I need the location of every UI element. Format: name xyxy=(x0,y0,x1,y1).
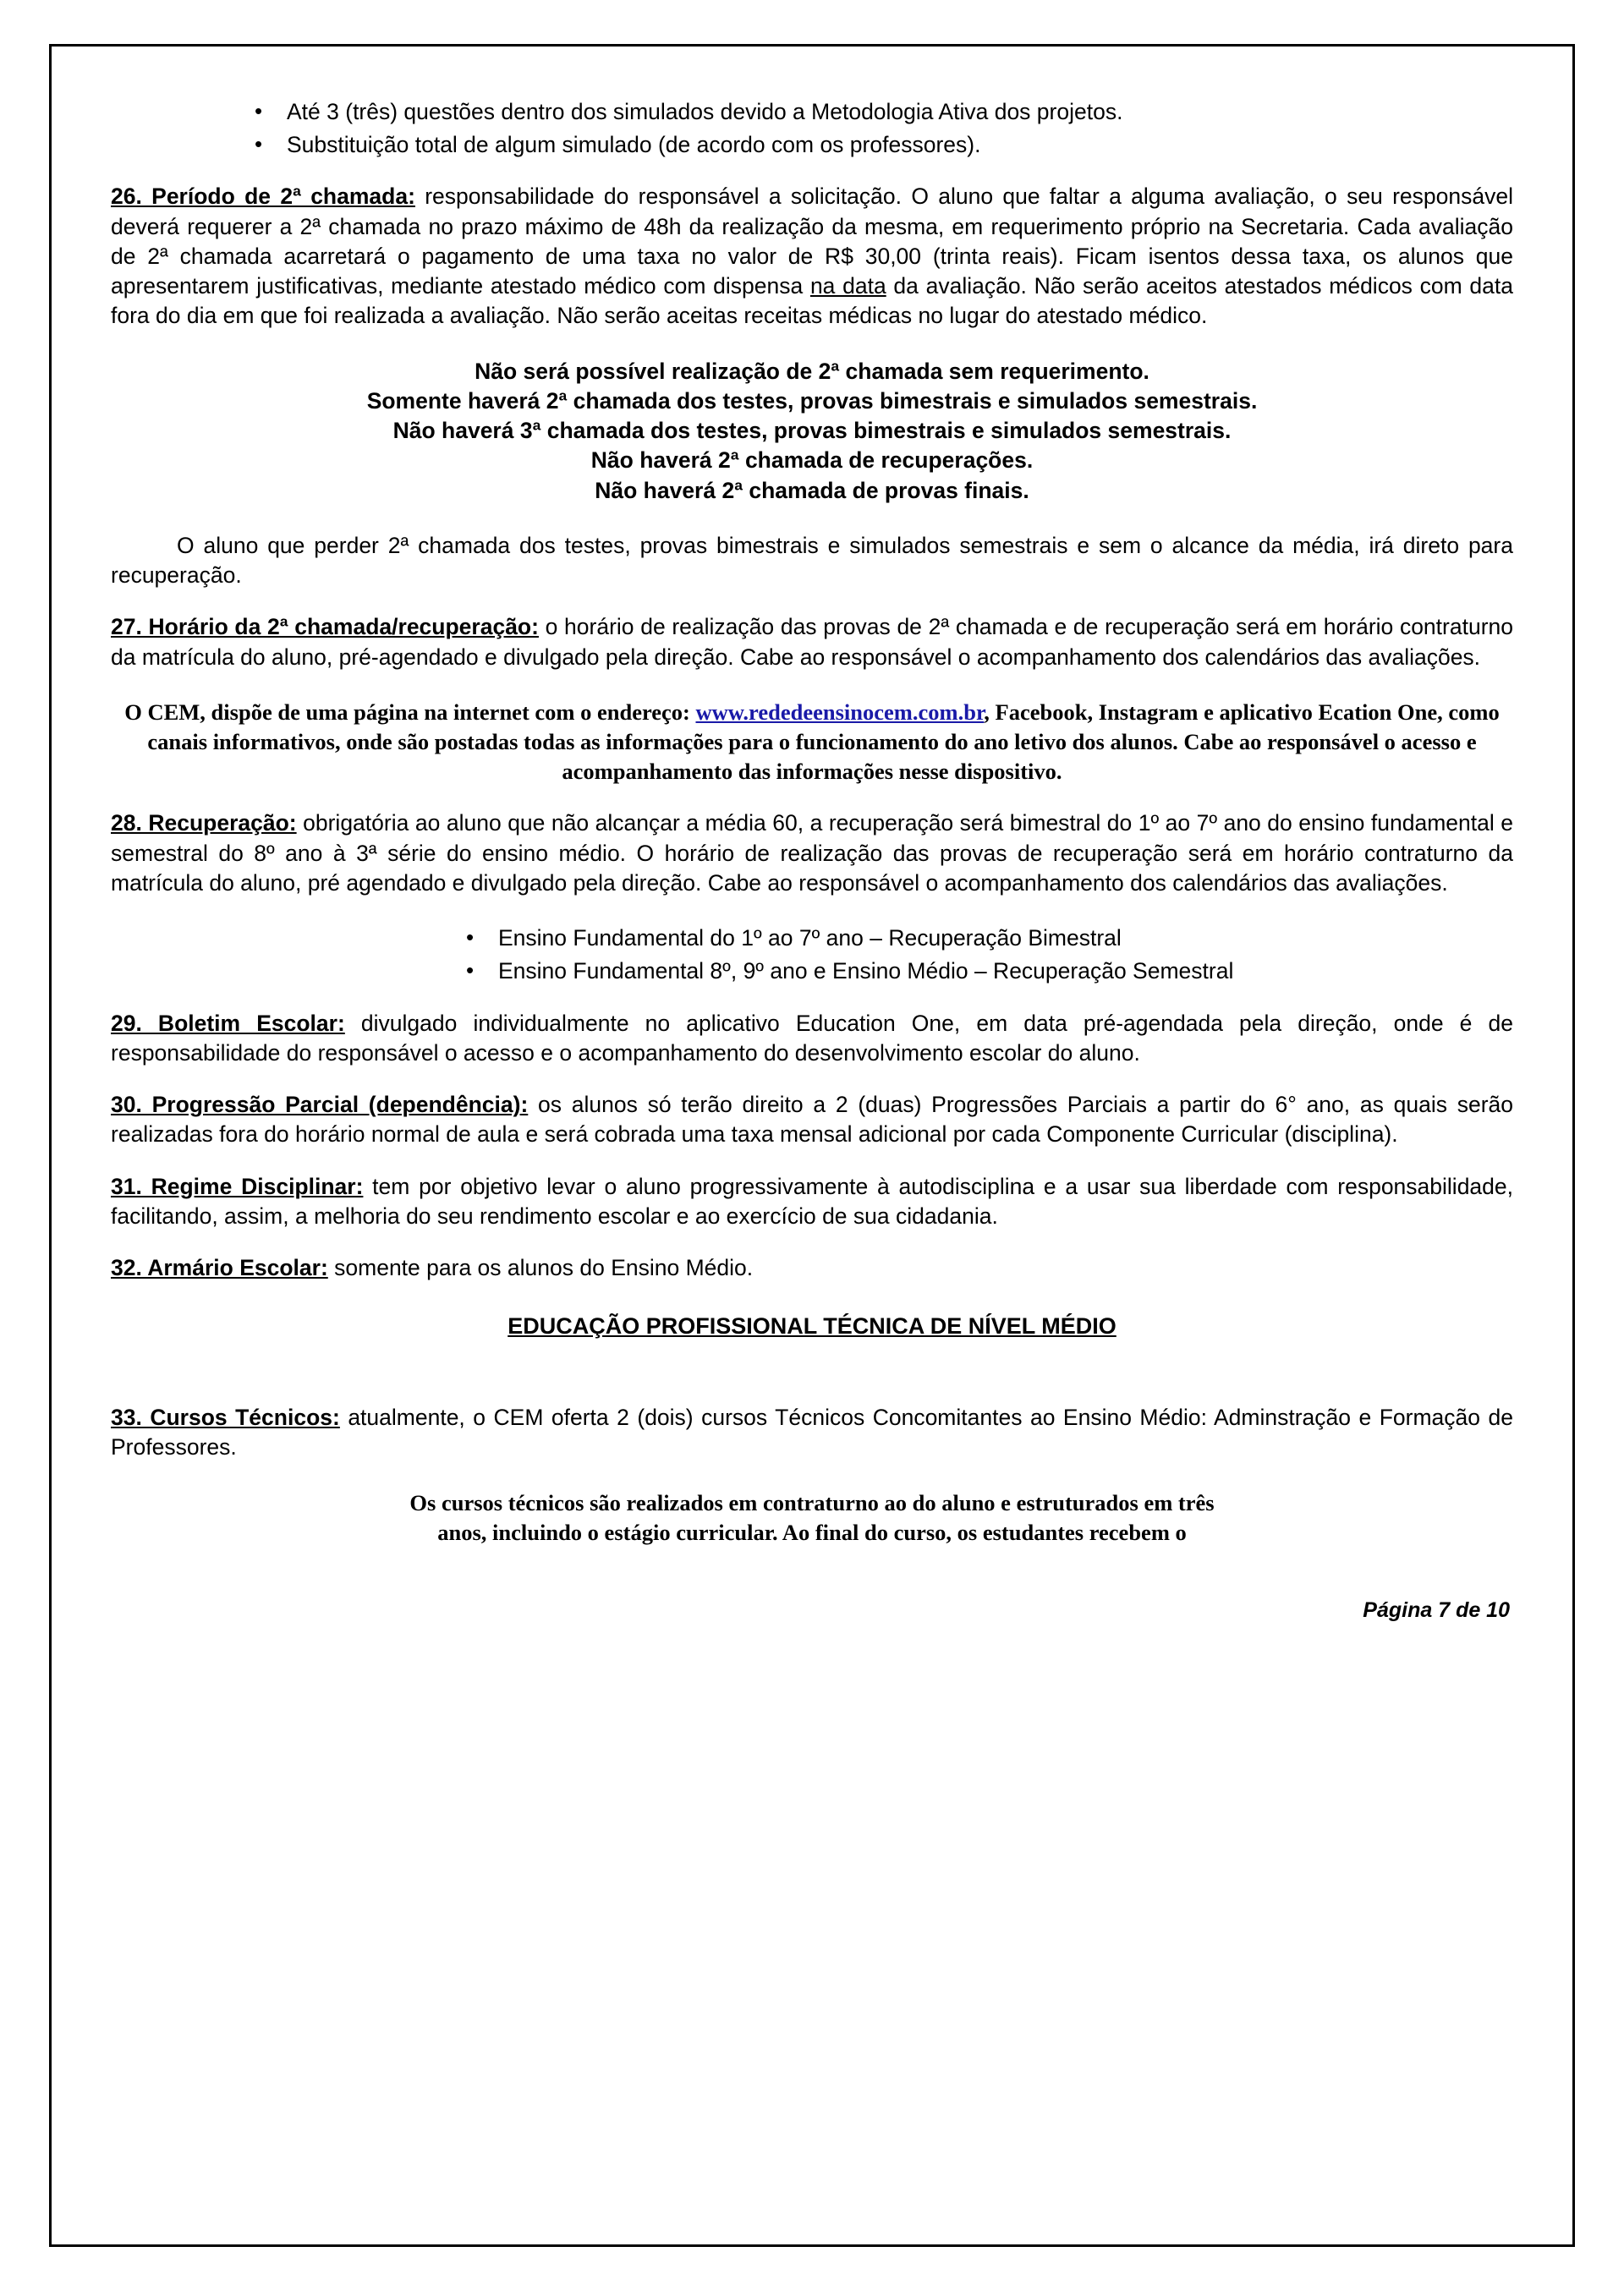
section-26-underlined-phrase: na data xyxy=(809,273,886,299)
section-27-body: o horário de realização das provas de 2ª chamada e de recuperação será em horário contraturno da matrícula do aluno, pré-agendado e divulgado pela direção. Cabe ao responsável o acompanhamento dos calendários das avaliações. xyxy=(111,614,1513,670)
section-32-heading: 32. Armário Escolar: xyxy=(111,1255,328,1281)
internet-info-lead: O CEM, dispõe de uma página na internet com o endereço: xyxy=(124,699,696,725)
emphasis-line: Somente haverá 2ª chamada dos testes, provas bimestrais e simulados semestrais. xyxy=(366,387,1258,414)
section-31-paragraph xyxy=(111,1172,1513,1231)
emphasis-line: Não haverá 2ª chamada de provas finais. xyxy=(595,477,1029,503)
section-26-body-end: da avaliação. Não serão aceitos atestados médicos com data fora do dia em que foi realizada a avaliação. Não serão aceitas receitas médicas no lugar do atestado médico. xyxy=(111,273,1513,329)
section-33-paragraph xyxy=(111,1403,1513,1462)
top-bullet-list xyxy=(111,97,1513,160)
spacer xyxy=(111,332,1513,357)
section-28-bullet-list xyxy=(111,923,1513,986)
spacer xyxy=(111,506,1513,531)
section-28-body: obrigatória ao aluno que não alcançar a média 60, a recuperação será bimestral do 1º ao 7º ano do ensino fundamental e semestral do 8º ano à 3ª série do ensino médio. O horário de realização das provas de recuperação será em horário contraturno da matrícula do aluno, pré agendado e divulgado pela direção. Cabe ao responsável o acompanhamento dos calendários das avaliações. xyxy=(111,810,1513,896)
emphasis-line: Não haverá 3ª chamada dos testes, provas bimestrais e simulados semestrais. xyxy=(392,418,1232,444)
center-section-heading: EDUCAÇÃO PROFISSIONAL TÉCNICA DE NÍVEL MÉDIO xyxy=(508,1313,1116,1340)
page-footer: Página 7 de 10 xyxy=(1363,1598,1510,1623)
page-border-frame xyxy=(49,44,1575,2247)
section-29-paragraph xyxy=(111,1009,1513,1068)
internet-info-rest: , Facebook, Instagram e aplicativo Ecation One, como canais informativos, onde são postadas todas as informações para o funcionamento do ano letivo dos alunos. Cabe ao responsável o acesso e acompanhamento das informações nesse dispositivo. xyxy=(147,699,1500,785)
paragraph-after-emphasis: O aluno que perder 2ª chamada dos testes, provas bimestrais e simulados semestrais e sem o alcance da média, irá direto para recuperação. xyxy=(111,532,1513,589)
closing-line: Os cursos técnicos são realizados em contraturno ao do aluno e estruturados em três xyxy=(409,1489,1215,1515)
section-32-body: somente para os alunos do Ensino Médio. xyxy=(327,1255,754,1281)
section-27-heading: 27. Horário da 2ª chamada/recuperação: xyxy=(111,614,539,640)
section-28-paragraph xyxy=(111,808,1513,898)
spacer xyxy=(111,898,1513,923)
document-content xyxy=(111,97,1513,1625)
section-31-heading: 31. Regime Disciplinar: xyxy=(111,1173,364,1199)
emphasis-line: Não haverá 2ª chamada de recuperações. xyxy=(590,447,1034,474)
spacer xyxy=(111,672,1513,698)
section-30-heading: 30. Progressão Parcial (dependência): xyxy=(111,1092,529,1118)
website-link[interactable]: www.rededeensinocem.com.br xyxy=(695,699,985,725)
section-33-heading: 33. Cursos Técnicos: xyxy=(111,1405,340,1431)
closing-emphasis-block xyxy=(111,1488,1513,1548)
closing-line: anos, incluindo o estágio curricular. Ao final do curso, os estudantes recebem o xyxy=(437,1519,1187,1545)
internet-info-block xyxy=(111,698,1513,787)
section-26-body-start: responsabilidade do responsável a solicitação. O aluno que faltar a alguma avaliação, o seu responsável deverá requerer a 2ª chamada no prazo máximo de 48h da realização da mesma, em requerimento próprio na Secretaria. Cada avaliação de 2ª chamada acarretará o pagamento de uma taxa no valor de R$ 30,00 (trinta reais). Ficam isentos dessa taxa, os alunos que apresentarem justificativas, mediante atestado médico com dispensa xyxy=(111,184,1513,299)
list-item: • Ensino Fundamental do 1º ao 7º ano – Recuperação Bimestral xyxy=(466,923,1513,953)
section-26-paragraph xyxy=(111,182,1513,331)
section-30-body: os alunos só terão direito a 2 (duas) Progressões Parciais a partir do 6° ano, as quais serão realizadas fora do horário normal de aula e será cobrada uma taxa mensal adicional por cada Componente Curricular (disciplina). xyxy=(111,1092,1514,1148)
list-item: • Substituição total de algum simulado (de acordo com os professores). xyxy=(255,130,1513,160)
section-27-paragraph xyxy=(111,612,1513,671)
list-item: • Ensino Fundamental 8º, 9º ano e Ensino Médio – Recuperação Semestral xyxy=(466,956,1513,986)
spacer xyxy=(111,1342,1513,1381)
section-29-heading: 29. Boletim Escolar: xyxy=(111,1010,345,1036)
emphasis-block-1 xyxy=(111,357,1513,506)
emphasis-line: Não será possível realização de 2ª chamada sem requerimento. xyxy=(475,358,1149,384)
section-30-paragraph xyxy=(111,1090,1513,1149)
list-item: • Até 3 (três) questões dentro dos simulados devido a Metodologia Ativa dos projetos. xyxy=(255,97,1513,127)
spacer xyxy=(111,1463,1513,1488)
section-31-body: tem por objetivo levar o aluno progressivamente à autodisciplina e a usar sua liberdade com responsabilidade, facilitando, assim, a melhoria do seu rendimento escolar e ao exercício de sua cidadania. xyxy=(111,1173,1514,1229)
section-32-paragraph xyxy=(111,1253,1513,1283)
section-28-heading: 28. Recuperação: xyxy=(111,810,297,836)
section-33-body: atualmente, o CEM oferta 2 (dois) cursos Técnicos Concomitantes ao Ensino Médio: Adminstração e Formação de Professores. xyxy=(111,1405,1513,1460)
section-26-heading: 26. Período de 2ª chamada: xyxy=(111,184,415,210)
section-29-body: divulgado individualmente no aplicativo Education One, em data pré-agendada pela direção, onde é de responsabilidade do responsável o acesso e o acompanhamento do desenvolvimento escolar do aluno. xyxy=(111,1010,1513,1066)
